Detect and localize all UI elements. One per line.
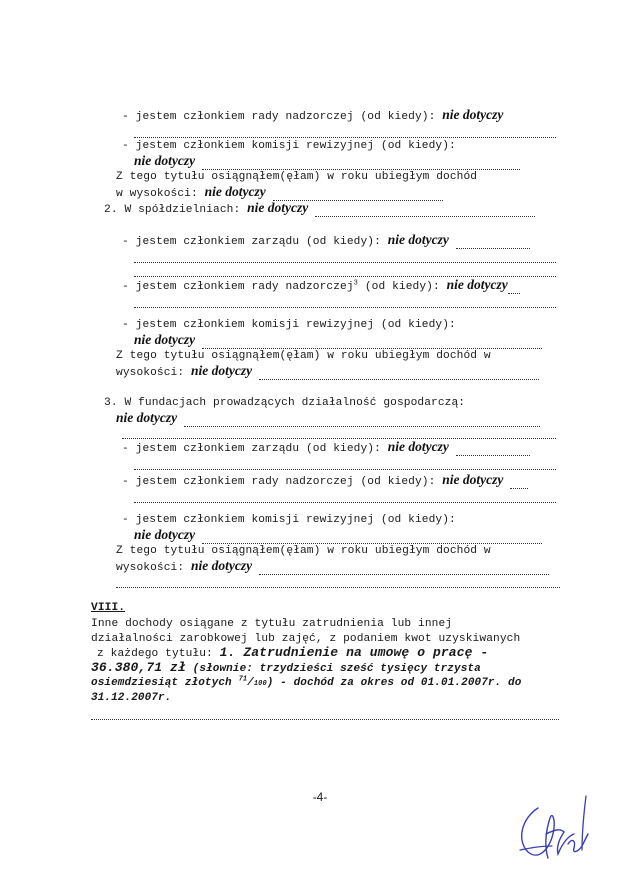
footnote-marker: 3 [353,279,358,288]
section-text [91,676,521,691]
foundation-amount-line [116,559,549,575]
dotted-fill [134,492,556,503]
field-value: nie dotyczy [387,439,449,454]
field-value: nie dotyczy [387,232,449,247]
dotted-fill [134,252,556,263]
field-label: 2. W spółdzielniach: [104,204,241,216]
fraction: $^{71}$/100 [238,675,267,689]
field-label: - jestem członkiem rady nadzorczej (od kiedy): [122,476,436,488]
field-label: - jestem członkiem rady nadzorczej (od kiedy): [122,111,436,123]
field-value: nie dotyczy [442,472,504,487]
foundation-audit-value-line [134,528,542,544]
section-line: działalności zarobkowej lub zajęć, z podaniem kwot uzyskiwanych [91,633,521,645]
coop-income-line [116,349,491,363]
foundation-audit-line [122,513,456,527]
foundation-management-line [122,440,530,456]
field-value: nie dotyczy [116,410,178,425]
dotted-fill [315,206,535,217]
section-title [91,601,125,615]
dotted-fill [508,283,520,294]
section-text [91,691,171,705]
field-value: nie dotyczy [190,363,253,378]
dotted-fill [259,369,539,380]
dotted-line [134,489,556,503]
coop-supervisory-line [122,278,520,294]
field-label: wysokości: [116,562,185,574]
period-text: ) - dochód za okres od 01.01.2007r. do [266,677,522,689]
supervisory-board-line [122,108,503,124]
audit-committee-line [122,139,456,153]
dotted-fill [134,459,556,470]
dotted-line [134,263,556,277]
section-text [91,661,481,676]
coop-audit-committee-line [122,318,456,332]
section-number: VIII. [91,602,126,614]
field-label-suffix: (od kiedy): [364,281,440,293]
section-line: Inne dochody osiągane z tytułu zatrudnienia lub innej [91,618,453,630]
coop-audit-value-line [134,333,542,349]
dotted-fill [134,127,556,138]
section-line: z każdego tytułu: [97,648,213,660]
page-number: -4- [312,790,328,804]
management-board-line [122,233,530,249]
dotted-line [91,706,559,720]
field-label: - jestem członkiem zarządu (od kiedy): [122,236,381,248]
dotted-line [134,124,556,138]
income-text: Z tego tytułu osiągnąłem(ęłam) w roku ubiegłym dochód w [116,545,491,557]
foundation-income-line [116,544,491,558]
dotted-fill [134,297,556,308]
field-label: - jestem członkiem zarządu (od kiedy): [122,443,381,455]
dotted-line [134,294,556,308]
field-label: wysokości: [116,367,185,379]
field-value: nie dotyczy [446,277,508,292]
cooperatives-heading [104,201,535,217]
dotted-line [134,456,556,470]
field-label: - jestem członkiem rady nadzorczej [122,281,354,293]
fraction-numerator: 71 [238,675,248,684]
dotted-fill [456,238,530,249]
amount-in-words-cont: osiemdziesiąt złotych [91,677,232,689]
coop-amount-line [116,364,539,380]
field-label: - jestem członkiem komisji rewizyjnej (od kiedy): [122,140,456,152]
dotted-fill [510,478,528,489]
field-value: nie dotyczy [442,107,504,122]
dotted-fill [116,577,560,588]
field-value: nie dotyczy [134,527,196,542]
field-value: nie dotyczy [190,558,253,573]
field-value: nie dotyczy [134,332,196,347]
field-value: nie dotyczy [134,153,196,168]
dotted-line [134,249,556,263]
field-label: - jestem członkiem komisji rewizyjnej (od kiedy): [122,514,456,526]
income-line [116,170,477,184]
field-label: - jestem członkiem komisji rewizyjnej (od kiedy): [122,319,456,331]
section-text [91,632,520,646]
signature-icon [500,788,600,868]
field-value: nie dotyczy [247,200,309,215]
fraction-denominator: 100 [253,680,267,688]
dotted-fill [202,533,542,544]
dotted-fill [134,266,556,277]
amount-line [116,185,443,201]
period-end: 31.12.2007r. [91,692,172,704]
dotted-fill [456,445,530,456]
dotted-fill [202,159,520,170]
field-value: nie dotyczy [204,184,266,199]
audit-committee-value-line [134,154,520,170]
dotted-fill [122,428,556,439]
foundation-supervisory-line [122,473,528,489]
income-text: Z tego tytułu osiągnąłem(ęłam) w roku ubiegłym dochód [116,171,478,183]
amount-in-words: (słownie: trzydzieści sześć tysięcy trzysta [192,663,481,675]
foundations-heading [104,396,465,410]
dotted-fill [91,709,559,720]
employment-title: 1. Zatrudnienie na umowę o pracę - [219,645,489,660]
section-text [91,617,452,631]
dotted-line [122,425,556,439]
income-amount: 36.380,71 zł [91,660,186,675]
field-label: 3. W fundacjach prowadzących działalność gospodarczą: [104,397,466,409]
dotted-fill [202,338,542,349]
dotted-line [116,574,560,588]
section-text [97,646,488,661]
field-label: w wysokości: [116,188,198,200]
income-text: Z tego tytułu osiągnąłem(ęłam) w roku ubiegłym dochód w [116,350,491,362]
